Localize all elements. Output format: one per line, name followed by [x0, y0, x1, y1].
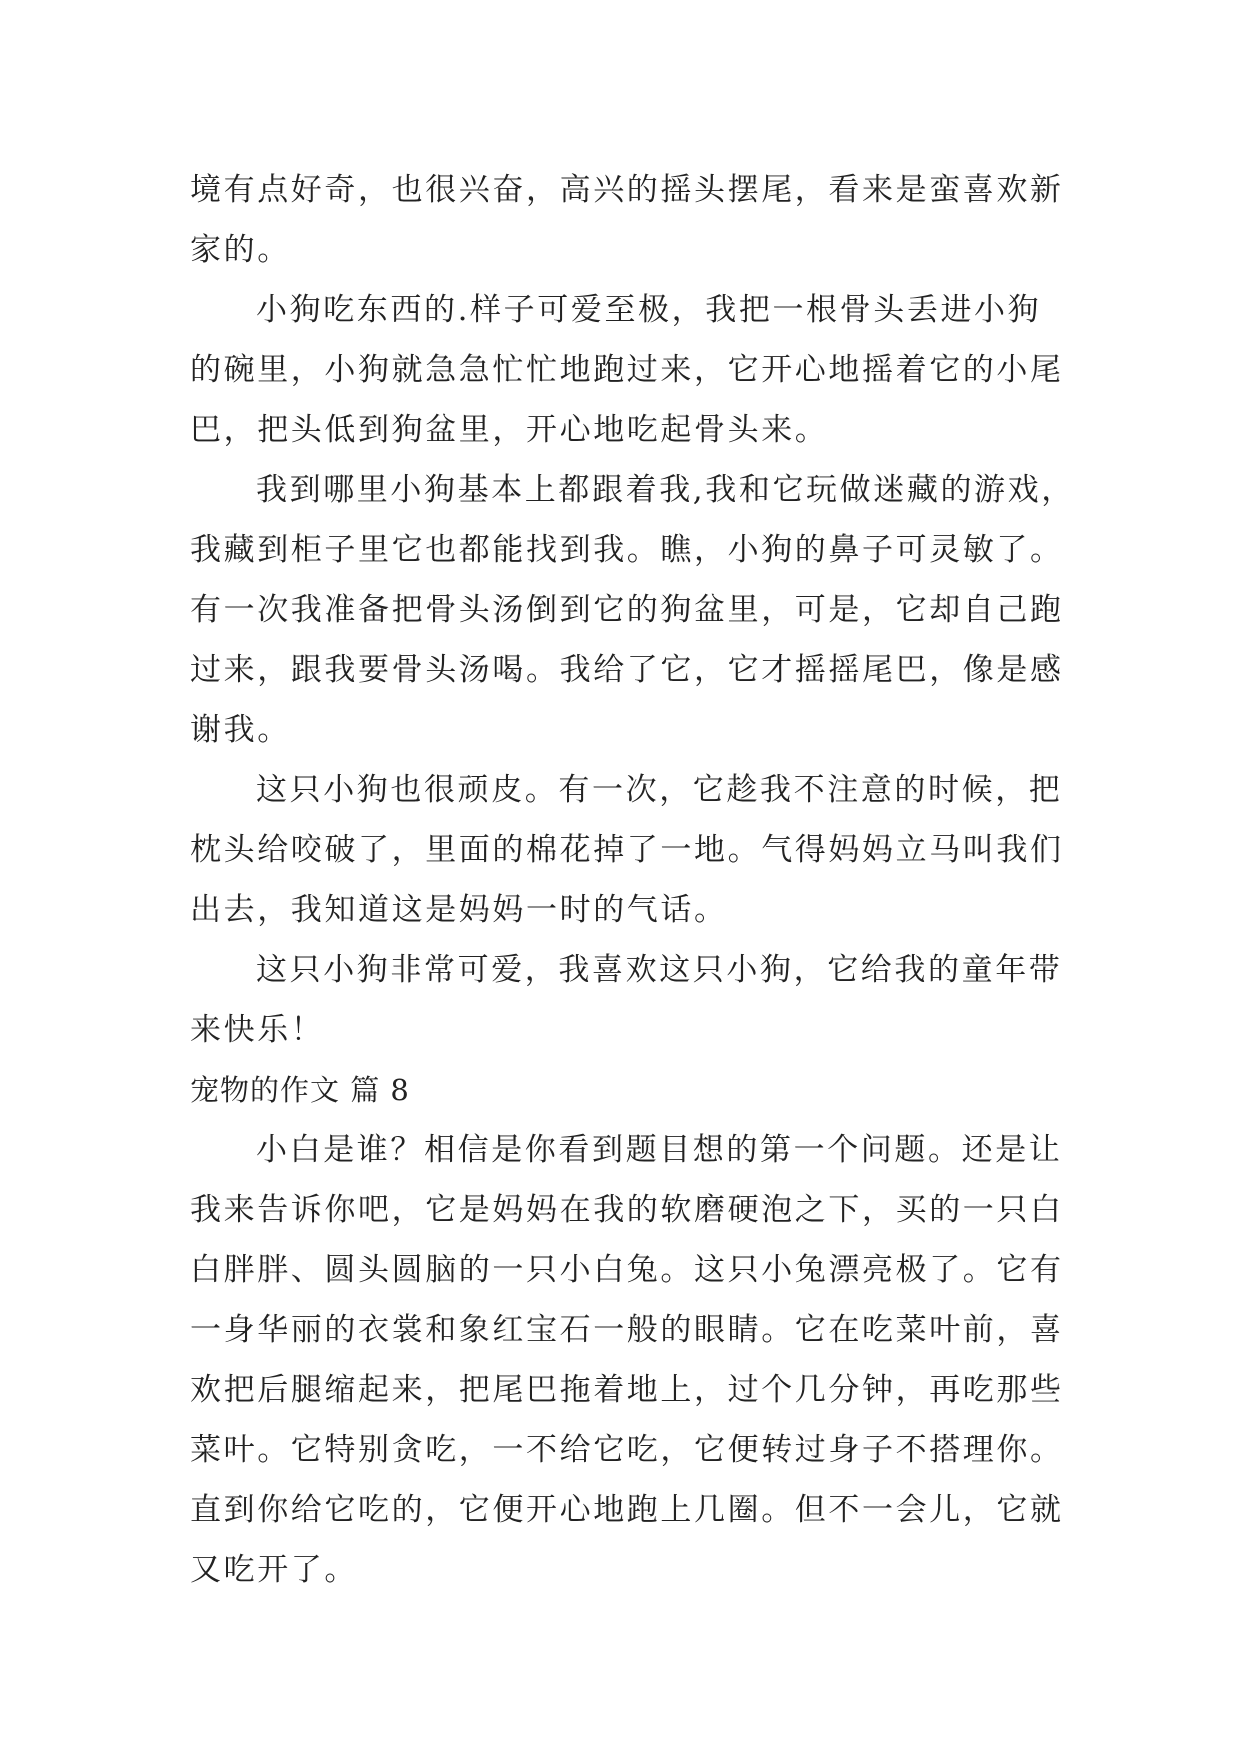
text-line: 欢把后腿缩起来，把尾巴拖着地上，过个几分钟，再吃那些 — [190, 1372, 1064, 1408]
paragraph — [190, 280, 1064, 460]
text-line: 又吃开了。 — [190, 1552, 358, 1588]
text-line: 我藏到柜子里它也都能找到我。瞧，小狗的鼻子可灵敏了。 — [190, 532, 1064, 568]
text-line: 这只小狗也很顽皮。有一次，它趁我不注意的时候，把 — [256, 772, 1063, 808]
paragraph — [190, 760, 1064, 940]
paragraph — [190, 160, 1064, 280]
text-line: 白胖胖、圆头圆脑的一只小白兔。这只小兔漂亮极了。它有 — [190, 1252, 1064, 1288]
text-line: 直到你给它吃的，它便开心地跑上几圈。但不一会儿，它就 — [190, 1492, 1064, 1528]
text-line: 菜叶。它特别贪吃，一不给它吃，它便转过身子不搭理你。 — [190, 1432, 1064, 1468]
text-line: 过来，跟我要骨头汤喝。我给了它，它才摇摇尾巴，像是感 — [190, 652, 1064, 688]
paragraph — [190, 460, 1075, 760]
text-line: 枕头给咬破了，里面的棉花掉了一地。气得妈妈立马叫我们 — [190, 832, 1064, 868]
text-line: 的碗里，小狗就急急忙忙地跑过来，它开心地摇着它的小尾 — [190, 352, 1064, 388]
paragraph — [190, 1120, 1064, 1600]
paragraph — [190, 940, 1063, 1060]
text-line: 谢我。 — [190, 712, 291, 748]
text-line: 我到哪里小狗基本上都跟着我,我和它玩做迷藏的游戏， — [256, 472, 1075, 508]
essay-7-body — [190, 160, 1075, 1060]
text-line: 小白是谁？相信是你看到题目想的第一个问题。还是让 — [256, 1132, 1063, 1168]
text-line: 出去，我知道这是妈妈一时的气话。 — [190, 892, 728, 928]
text-line: 有一次我准备把骨头汤倒到它的狗盆里，可是，它却自己跑 — [190, 592, 1064, 628]
text-line: 家的。 — [190, 232, 291, 268]
text-line: 来快乐！ — [190, 1012, 325, 1048]
section-heading: 宠物的作文 篇 8 — [190, 1073, 410, 1107]
text-line: 小狗吃东西的.样子可爱至极，我把一根骨头丢进小狗 — [256, 292, 1042, 328]
text-line: 巴，把头低到狗盆里，开心地吃起骨头来。 — [190, 412, 829, 448]
document-page — [190, 160, 1075, 1600]
text-line: 这只小狗非常可爱，我喜欢这只小狗，它给我的童年带 — [256, 952, 1063, 988]
essay-8-body — [190, 1120, 1064, 1600]
text-line: 一身华丽的衣裳和象红宝石一般的眼睛。它在吃菜叶前，喜 — [190, 1312, 1064, 1348]
text-line: 我来告诉你吧，它是妈妈在我的软磨硬泡之下，买的一只白 — [190, 1192, 1064, 1228]
text-line: 境有点好奇，也很兴奋，高兴的摇头摆尾，看来是蛮喜欢新 — [190, 172, 1064, 208]
